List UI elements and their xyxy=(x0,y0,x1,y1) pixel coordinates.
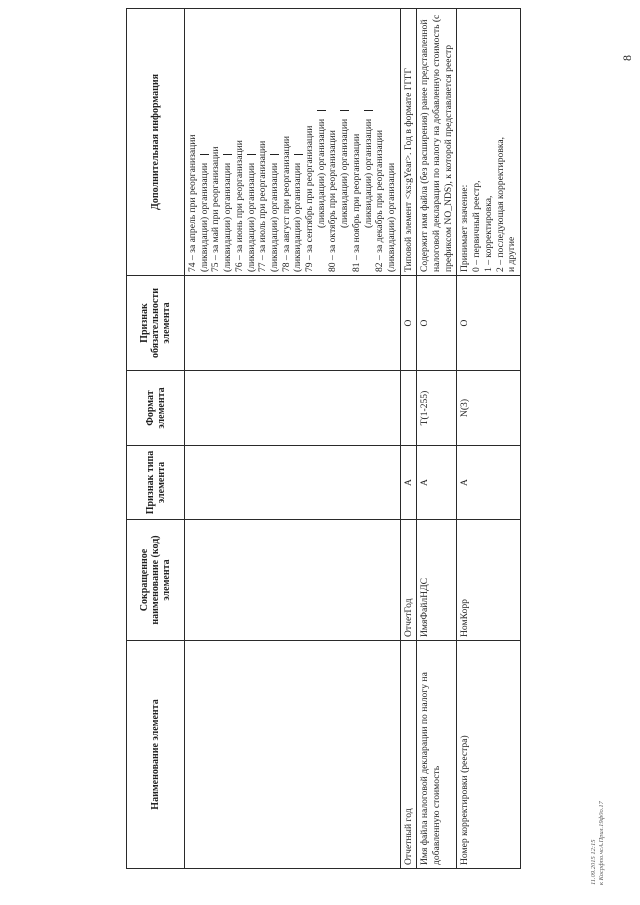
continuation-line xyxy=(386,12,398,272)
continuation-line-text: 78 – за август при реорганизации xyxy=(280,135,292,272)
vertical-bar-mark xyxy=(270,154,279,155)
continuation-line-text: (ликвидации) организации xyxy=(339,118,351,228)
info-line: Принимает значение: xyxy=(459,184,471,272)
cell-element-type: А xyxy=(400,446,417,520)
continuation-line xyxy=(199,12,211,272)
vertical-bar-mark xyxy=(294,154,303,155)
continuation-line xyxy=(327,12,339,272)
vertical-bar-mark xyxy=(317,110,326,111)
cell-element-code: НомКорр xyxy=(457,520,521,641)
info-line: 0 – первичный реестр, xyxy=(471,180,483,272)
cell-element-name: Имя файла налоговой декларации по налогу на добавленную стоимость xyxy=(417,641,457,869)
continuation-line-text: (ликвидации) организации xyxy=(198,162,210,272)
header-element-code: Сокращенное наименование (код) элемента xyxy=(127,520,185,641)
page-number: 8 xyxy=(620,55,634,61)
continuation-line-text: (ликвидации) организации xyxy=(268,162,280,272)
cell-element-required: О xyxy=(400,276,417,371)
continuation-line xyxy=(269,12,281,272)
cell-empty xyxy=(185,520,401,641)
cell-element-code: ОтчетГод xyxy=(400,520,417,641)
continuation-line-text: 77 – за июль при реорганизации xyxy=(257,140,269,272)
table-row xyxy=(457,9,521,869)
continuation-line-text: 82 – за декабрь при реорганизации xyxy=(374,129,386,272)
cell-additional-info: Типовой элемент <xs:gYear>. Год в формате ГГГГ xyxy=(400,9,417,276)
continuation-line xyxy=(304,12,316,272)
continuation-line-text: (ликвидации) организации xyxy=(315,118,327,228)
footer-line: к Косрфпо.чсА.Прил.19ф0о.17 xyxy=(598,801,605,885)
cell-element-type: А xyxy=(457,446,521,520)
cell-element-name: Номер корректировки (реестра) xyxy=(457,641,521,869)
cell-element-type: А xyxy=(417,446,457,520)
cell-additional-info: Содержит имя файла (без расширения) ранее представленной налоговой декларации по налогу на добавленную стоимость (с префиксом NO_NDS), к которой представляется реестр xyxy=(417,9,457,276)
continuation-line-text: 80 – за октябрь при реорганизации xyxy=(327,130,339,272)
continuation-line-text: 74 – за апрель при реорганизации xyxy=(187,134,198,272)
vertical-bar-mark xyxy=(223,154,232,155)
continuation-line xyxy=(374,12,386,272)
table-row xyxy=(400,9,417,869)
footer-line: 11.09.2015 12:15 xyxy=(590,839,597,885)
continuation-line xyxy=(339,12,351,272)
continuation-line xyxy=(210,12,222,272)
continuation-line-text: (ликвидации) организации xyxy=(245,162,257,272)
elements-table xyxy=(126,8,521,869)
continuation-line xyxy=(316,12,328,272)
cell-element-format: N(3) xyxy=(457,371,521,446)
continuation-line xyxy=(292,12,304,272)
continuation-line-text: 79 – за сентябрь при реорганизации xyxy=(304,125,316,272)
continuation-line xyxy=(281,12,293,272)
header-element-required: Признак обязательности элемента xyxy=(127,276,185,371)
table-header-row xyxy=(127,9,185,869)
continuation-line xyxy=(246,12,258,272)
header-additional-info: Дополнительная информация xyxy=(127,9,185,276)
header-element-type: Признак типа элемента xyxy=(127,446,185,520)
continuation-line xyxy=(222,12,234,272)
cell-additional-info xyxy=(457,9,521,276)
continuation-line-text: (ликвидации) организации xyxy=(222,162,234,272)
continuation-line xyxy=(234,12,246,272)
vertical-bar-mark xyxy=(340,110,349,111)
continuation-line-text: 81 – за ноябрь при реорганизации xyxy=(350,133,362,272)
table-row xyxy=(417,9,457,869)
continuation-line xyxy=(257,12,269,272)
cell-element-code: ИмяФайлНДС xyxy=(417,520,457,641)
continuation-line xyxy=(187,12,199,272)
vertical-bar-mark xyxy=(364,110,373,111)
cell-empty xyxy=(185,641,401,869)
cell-element-name: Отчетный год xyxy=(400,641,417,869)
info-line: 2 – последующая корректировка, xyxy=(494,136,506,272)
vertical-bar-mark xyxy=(200,154,209,155)
document-footer xyxy=(590,801,606,885)
continuation-line-text: (ликвидации) организации xyxy=(292,162,304,272)
info-line: 1 – корректировка, xyxy=(482,195,494,272)
continuation-line-text: 76 – за июнь при реорганизации xyxy=(233,140,245,272)
cell-element-required: О xyxy=(417,276,457,371)
cell-empty xyxy=(185,371,401,446)
cell-element-required: О xyxy=(457,276,521,371)
continuation-line xyxy=(351,12,363,272)
header-element-name: Наименование элемента xyxy=(127,641,185,869)
continuation-line xyxy=(363,12,375,272)
cell-continuation-info xyxy=(185,9,401,276)
vertical-bar-mark xyxy=(247,154,256,155)
table-row-continuation xyxy=(185,9,401,869)
continuation-line-text: (ликвидации) организации xyxy=(362,118,374,228)
cell-element-format: T(1-255) xyxy=(417,371,457,446)
cell-element-format xyxy=(400,371,417,446)
continuation-line-text: (ликвидации) организации xyxy=(385,162,397,272)
continuation-line-text: 75 – за май при реорганизации xyxy=(210,146,222,272)
info-line: и другие xyxy=(506,236,518,272)
header-element-format: Формат элемента xyxy=(127,371,185,446)
cell-empty xyxy=(185,276,401,371)
cell-empty xyxy=(185,446,401,520)
